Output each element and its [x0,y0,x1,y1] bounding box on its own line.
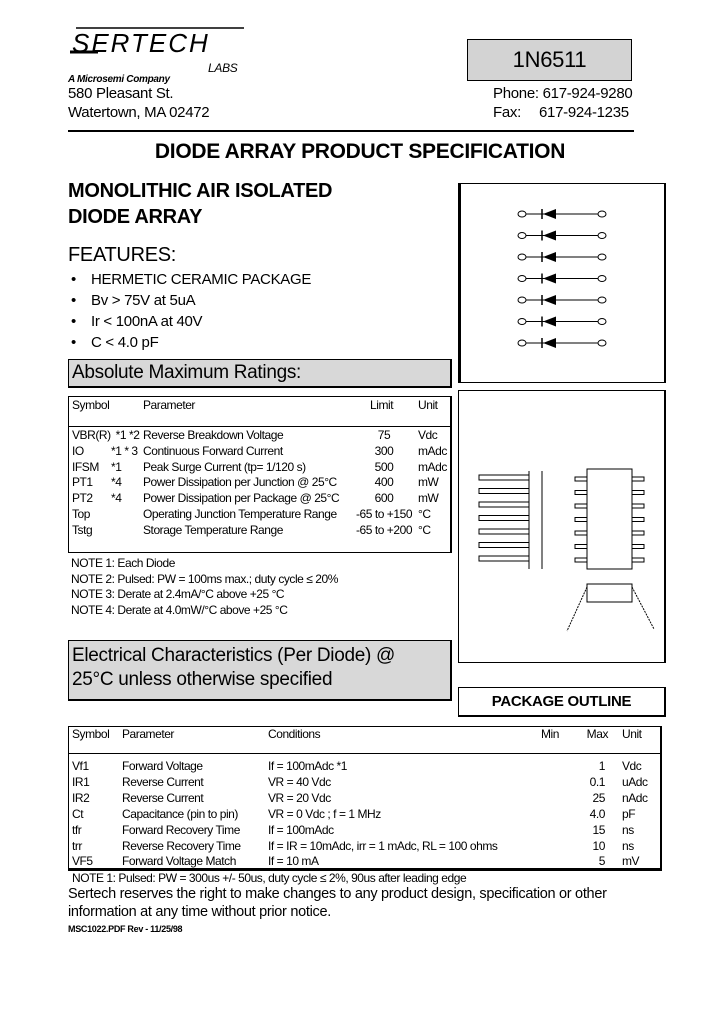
diode-icon [543,231,556,241]
company-subtitle: A Microsemi Company [68,74,170,85]
row-symbol-cell [72,444,138,458]
elec-row-unit: mV [622,854,640,869]
elec-col-unit: Unit [622,727,642,741]
row-symbol-cell [72,523,111,537]
elec-row-max: 25 [592,790,605,805]
elec-row-conditions: If = IR = 10mAdc, irr = 1 mAdc, RL = 100 ohms [268,838,498,853]
row-unit: mAdc [418,459,447,474]
row-symbol-cell [72,460,121,474]
lead-side [479,475,529,480]
row-limit: 600 [374,491,394,506]
terminal-icon [518,254,526,260]
row-parameter: Operating Junction Temperature Range [143,507,337,521]
elec-row-conditions: VR = 0 Vdc ; f = 1 MHz [268,806,381,821]
package-body-end [587,584,632,602]
row-limit: -65 to +200 [355,522,413,537]
lead-left [575,545,587,549]
diode-icon [543,252,556,262]
disclaimer-line-2: information at any time without prior notice. [68,904,331,920]
elec-col-conditions: Conditions [268,727,321,741]
terminal-icon [598,211,606,217]
subtitle-line-2: DIODE ARRAY [68,206,203,228]
elec-row-parameter: Capacitance (pin to pin) [122,806,238,821]
col-unit: Unit [418,398,438,412]
col-limit: Limit [370,398,394,412]
diode-icon [543,274,556,284]
row-note-ref: *1 *2 [115,428,140,442]
lead-left [575,531,587,535]
elec-row-unit: ns [622,838,634,853]
elec-row-symbol: Ct [72,806,84,821]
row-unit: Vdc [418,428,438,442]
lead-side [479,502,529,507]
package-drawing-panel [458,390,666,663]
row-symbol: VBR(R) [72,428,111,442]
lead-right [632,491,644,495]
row-symbol-cell [72,428,139,442]
row-parameter: Power Dissipation per Package @ 25°C [143,491,340,506]
sertech-logo [68,26,250,76]
features-heading: FEATURES: [68,244,177,266]
elec-row-parameter: Forward Recovery Time [122,822,240,837]
terminal-icon [598,319,606,325]
phone: Phone: 617-924-9280 [493,85,633,102]
elec-row-max: 10 [592,838,605,853]
lead-left [575,504,587,508]
terminal-icon [598,297,606,303]
row-note-ref: *4 [111,475,122,490]
row-unit: mAdc [418,443,447,458]
lead-right [632,531,644,535]
feature-bullet: • [71,292,76,309]
subtitle-line-1: MONOLITHIC AIR ISOLATED [68,180,333,202]
elec-col-parameter: Parameter [122,727,174,741]
row-symbol-cell [72,507,111,521]
elec-row-parameter: Forward Voltage [122,759,203,773]
terminal-icon [598,340,606,346]
footer-doc-id: MSC1022.PDF Rev - 11/25/98 [68,924,183,934]
elec-row-conditions: VR = 40 Vdc [268,774,331,789]
elec-row-symbol: tfr [72,822,82,837]
package-body-top [587,469,632,569]
row-note-ref: *1 [111,459,122,474]
terminal-icon [518,297,526,303]
elec-col-min: Min [541,727,559,741]
svg-text:LABS: LABS [208,61,238,75]
feature-bullet: • [71,271,76,288]
row-unit: mW [418,491,439,506]
row-parameter: Continuous Forward Current [143,443,283,458]
fax-label: Fax: [493,104,521,121]
elec-row-unit: Vdc [622,759,642,773]
row-symbol: IO [72,443,84,458]
row-parameter: Power Dissipation per Junction @ 25°C [143,475,337,490]
row-note-ref: *1 * 3 [111,443,138,458]
lead-side [479,529,529,534]
abs-max-note: NOTE 4: Derate at 4.0mW/°C above +25 °C [71,603,288,618]
lead-right [632,504,644,508]
diode-schematic [461,184,664,380]
terminal-icon [598,254,606,260]
row-limit: 75 [377,428,391,442]
elec-row-max: 15 [592,822,605,837]
feature-bullet: • [71,334,76,351]
row-symbol-cell [72,491,121,505]
elec-heading [68,640,452,701]
schematic-panel [458,183,666,383]
diode-icon [543,209,556,219]
disclaimer-line-1: Sertech reserves the right to make changes to any product design, specification or other [68,886,607,902]
lead-bend [567,587,587,631]
elec-heading-line-1: Electrical Characteristics (Per Diode) @ [72,645,395,666]
row-limit: 300 [374,443,394,458]
lead-side [479,543,529,548]
feature-item: Ir < 100nA at 40V [91,313,203,330]
elec-row-unit: pF [622,806,636,821]
abs-max-note: NOTE 3: Derate at 2.4mA/°C above +25 °C [71,587,285,602]
terminal-icon [518,276,526,282]
lead-right [632,518,644,522]
part-number-box: 1N6511 [467,39,632,81]
row-parameter: Peak Surge Current (tp= 1/120 s) [143,459,306,474]
row-unit: mW [418,475,439,490]
feature-item: Bv > 75V at 5uA [91,292,196,309]
row-symbol: PT1 [72,475,93,490]
row-parameter: Reverse Breakdown Voltage [143,428,284,442]
lead-left [575,477,587,481]
elec-col-symbol: Symbol [72,727,110,741]
row-unit: °C [418,522,431,537]
col-symbol: Symbol [72,398,110,412]
lead-right [632,545,644,549]
row-symbol: PT2 [72,491,93,506]
row-symbol: Top [72,507,90,521]
package-outline-label: PACKAGE OUTLINE [458,687,666,717]
lead-left [575,558,587,562]
terminal-icon [598,233,606,239]
elec-row-conditions: VR = 20 Vdc [268,790,331,805]
lead-right [632,477,644,481]
elec-row-symbol: IR2 [72,790,90,805]
elec-row-parameter: Reverse Current [122,790,204,805]
terminal-icon [518,319,526,325]
diode-icon [543,338,556,348]
elec-row-conditions: If = 10 mA [268,854,319,869]
feature-bullet: • [71,313,76,330]
lead-left [575,491,587,495]
address-line-1: 580 Pleasant St. [68,85,174,102]
elec-row-symbol: Vf1 [72,759,89,773]
elec-row-unit: nAdc [622,790,648,805]
elec-heading-line-2: 25°C unless otherwise specified [72,669,333,690]
lead-side [479,489,529,494]
elec-row-parameter: Reverse Current [122,774,204,789]
elec-row-symbol: IR1 [72,774,90,789]
elec-col-max: Max [586,727,608,741]
abs-max-note: NOTE 1: Each Diode [71,556,175,570]
elec-row-max: 1 [598,759,605,773]
header-divider [68,130,634,132]
address-line-2: Watertown, MA 02472 [68,104,210,121]
elec-row-unit: uAdc [622,774,648,789]
row-parameter: Storage Temperature Range [143,522,283,537]
elec-row-symbol: trr [72,838,82,853]
elec-row-conditions: If = 100mAdc [268,822,334,837]
elec-row-max: 0.1 [589,774,605,789]
feature-item: C < 4.0 pF [91,334,159,351]
terminal-icon [518,211,526,217]
lead-side [479,556,529,561]
package-outline-drawing [459,391,664,661]
feature-item: HERMETIC CERAMIC PACKAGE [91,271,312,288]
row-limit: 400 [374,475,394,490]
elec-row-conditions: If = 100mAdc *1 [268,759,347,773]
col-parameter: Parameter [143,398,195,412]
lead-right [632,558,644,562]
fax: 617-924-1235 [539,104,629,121]
row-symbol: Tstg [72,522,93,537]
row-limit: 500 [374,459,394,474]
row-symbol: IFSM [72,459,99,474]
terminal-icon [518,233,526,239]
elec-row-symbol: VF5 [72,854,93,869]
row-note-ref: *4 [111,491,122,506]
elec-row-parameter: Forward Voltage Match [122,854,236,869]
lead-bend [632,587,654,629]
row-unit: °C [418,507,431,521]
elec-row-max: 5 [598,854,605,869]
elec-row-parameter: Reverse Recovery Time [122,838,241,853]
diode-icon [543,317,556,327]
diode-icon [543,295,556,305]
terminal-icon [518,340,526,346]
document-title: DIODE ARRAY PRODUCT SPECIFICATION [154,140,566,163]
elec-row-max: 4.0 [589,806,605,821]
abs-max-note: NOTE 2: Pulsed: PW = 100ms max.; duty cycle ≤ 20% [71,571,338,586]
elec-row-unit: ns [622,822,634,837]
row-limit: -65 to +150 [355,507,413,521]
lead-side [479,516,529,521]
lead-left [575,518,587,522]
elec-note: NOTE 1: Pulsed: PW = 300us +/- 50us, duty cycle ≤ 2%, 90us after leading edge [72,871,467,885]
terminal-icon [598,276,606,282]
abs-max-heading: Absolute Maximum Ratings: [68,359,452,388]
svg-text:SERTECH: SERTECH [72,28,210,58]
row-symbol-cell [72,475,121,489]
